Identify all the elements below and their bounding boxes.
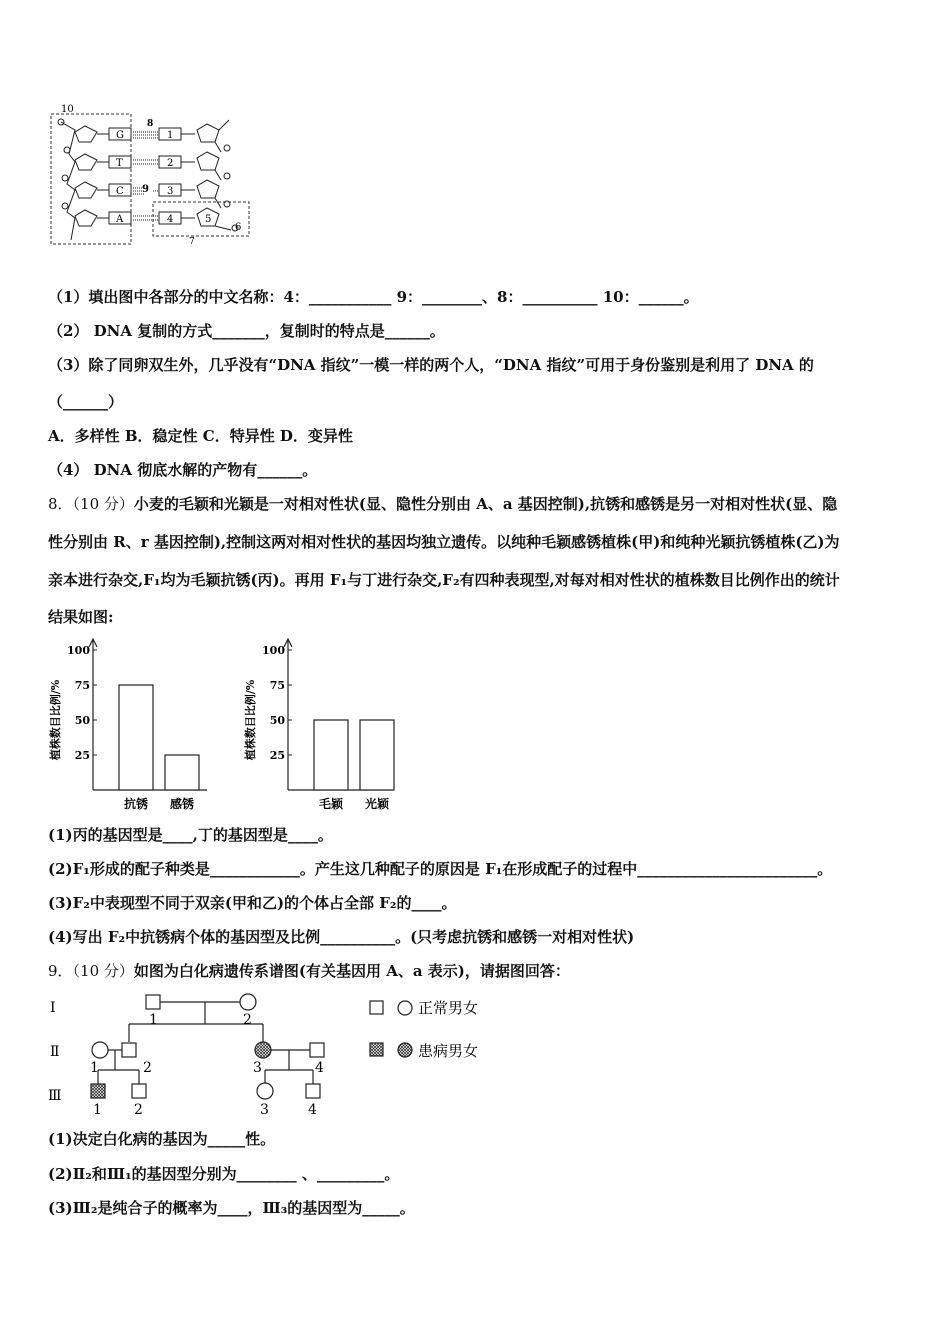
q8-stem-1: 小麦的毛颖和光颖是一对相对性状(显、隐性分别由 A、a 基因控制),抗锈和感锈是另一对相对性状(显、隐	[133, 495, 838, 513]
q7-part4: （4） DNA 彻底水解的产物有______。	[48, 461, 318, 479]
q9-question1: (1)决定白化病的基因为_____性。	[48, 1130, 276, 1148]
q7-options: A．多样性 B．稳定性 C．特异性 D．变异性	[48, 427, 353, 445]
generation-II: Ⅱ	[50, 1044, 60, 1060]
y-tick-label: 25	[269, 749, 285, 762]
dna-structure-figure	[45, 102, 260, 247]
q7-part2: （2） DNA 复制的方式_______，复制时的特点是______。	[48, 322, 445, 340]
base-T: T	[116, 158, 123, 169]
base-G: G	[116, 130, 124, 141]
bar	[119, 685, 153, 790]
pedigree-num: 2	[243, 1012, 252, 1028]
pedigree-num: 2	[134, 1102, 143, 1118]
q8-question1: (1)丙的基因型是____,丁的基因型是____。	[48, 826, 333, 844]
y-tick-label: 50	[74, 714, 90, 727]
pedigree-num: 3	[260, 1102, 269, 1118]
y-tick-label: 25	[74, 749, 90, 762]
x-tick-label: 光颖	[364, 797, 390, 811]
base-C: C	[116, 186, 124, 197]
label-9: 9	[142, 184, 149, 195]
q8-line3: 亲本进行杂交,F₁均为毛颖抗锈(丙)。再用 F₁与丁进行杂交,F₂有四种表现型,对每对相对性状的植株数目比例作出的统计	[48, 571, 840, 589]
pedigree-chart	[45, 990, 505, 1120]
label-2: 2	[167, 158, 174, 169]
legend-normal: 正常男女	[418, 999, 479, 1017]
q8-number: 8．（10 分）	[48, 495, 134, 513]
chart-resistance	[45, 638, 215, 813]
pedigree-num: 1	[93, 1102, 102, 1118]
y-tick-label: 100	[67, 644, 90, 657]
label-8: 8	[147, 119, 154, 129]
generation-I: Ⅰ	[50, 1000, 56, 1016]
label-5: 5	[205, 214, 212, 225]
label-4: 4	[167, 214, 174, 225]
label-7: 7	[189, 237, 195, 247]
y-tick-label: 75	[269, 679, 285, 692]
q8-line4: 结果如图:	[48, 608, 114, 626]
q8-line1	[48, 494, 837, 514]
y-axis-label: 植株数目比例/%	[244, 679, 257, 761]
bar	[314, 720, 348, 790]
q8-question2: (2)F₁形成的配子种类是____________。产生这几种配子的原因是 F₁在形成配子的过程中________________________。	[48, 860, 833, 878]
q7-part1: （1）填出图中各部分的中文名称：4：___________ 9：________、8：__________ 10：______。	[48, 288, 699, 306]
q9-question2: (2)Ⅱ₂和Ⅲ₁的基因型分别为________ 、_________。	[48, 1165, 400, 1183]
y-tick-label: 50	[269, 714, 285, 727]
q8-question4: (4)写出 F₂中抗锈病个体的基因型及比例__________。(只考虑抗锈和感锈一对相对性状)	[48, 928, 635, 946]
q9-line1	[48, 961, 570, 981]
label-6: 6	[235, 222, 242, 233]
pedigree-num: 1	[90, 1060, 99, 1076]
pedigree-num: 3	[253, 1060, 262, 1076]
pedigree-num: 1	[149, 1012, 158, 1028]
q7-part3-line1: （3）除了同卵双生外，几乎没有“DNA 指纹”一模一样的两个人，“DNA 指纹”可用于身份鉴别是利用了 DNA 的	[48, 356, 814, 374]
y-axis-label: 植株数目比例/%	[49, 679, 62, 761]
q8-question3: (3)F₂中表现型不同于双亲(甲和乙)的个体占全部 F₂的____。	[48, 894, 457, 912]
x-tick-label: 抗锈	[123, 797, 149, 811]
q7-part3-line2: （______）	[48, 393, 124, 411]
legend-affected: 患病男女	[418, 1042, 479, 1060]
q9-number: 9．（10 分）	[48, 962, 134, 980]
generation-III: Ⅲ	[48, 1088, 62, 1104]
bar	[360, 720, 394, 790]
q8-line2: 性分别由 R、r 基因控制),控制这两对相对性状的基因均独立遗传。以纯种毛颖感锈植株(甲)和纯种光颖抗锈植株(乙)为	[48, 533, 840, 551]
y-tick-label: 75	[74, 679, 90, 692]
q9-question3: (3)Ⅲ₂是纯合子的概率为____，Ⅲ₃的基因型为_____。	[48, 1199, 415, 1217]
pedigree-num: 2	[143, 1060, 152, 1076]
bar	[165, 755, 199, 790]
pedigree-num: 4	[315, 1060, 324, 1076]
chart-glume	[240, 638, 400, 813]
base-A: A	[116, 214, 124, 225]
pedigree-num: 4	[308, 1102, 317, 1118]
label-3: 3	[167, 186, 174, 197]
x-tick-label: 毛颖	[318, 797, 344, 811]
label-10: 10	[61, 104, 74, 115]
label-1: 1	[167, 130, 174, 141]
q9-stem: 如图为白化病遗传系谱图(有关基因用 A、a 表示)，请据图回答：	[133, 962, 570, 980]
x-tick-label: 感锈	[169, 797, 195, 811]
y-tick-label: 100	[262, 644, 285, 657]
